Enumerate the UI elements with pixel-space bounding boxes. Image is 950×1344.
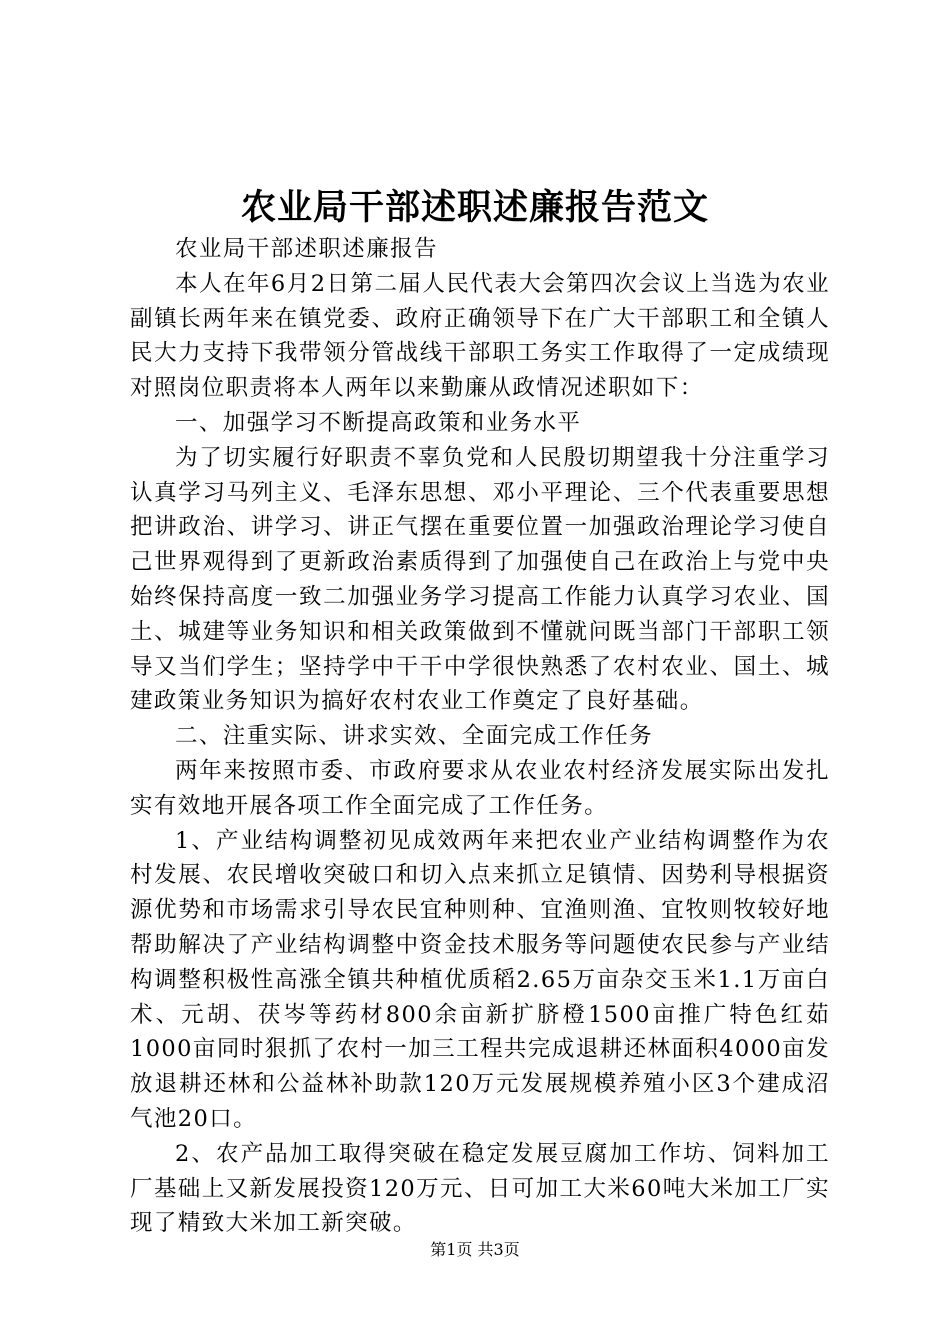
section-heading-1: 一、加强学习不断提高政策和业务水平 [175, 409, 582, 436]
item-2-paragraph: 2、农产品加工取得突破在稳定发展豆腐加工作坊、饲料加工厂基础上又新发展投资120万元、日可加工大米60吨大米加工厂实现了精致大米加工新突破。 [130, 1140, 830, 1237]
item-1-paragraph: 1、产业结构调整初见成效两年来把农业产业结构调整作为农村发展、农民增收突破口和切入点来抓立足镇情、因势利导根据资源优势和市场需求引导农民宜种则种、宜渔则渔、宜牧则牧较好地帮助解决了产业结构调整中资金技术服务等问题使农民参与产业结构调整积极性高涨全镇共种植优质稻2.65万亩杂交玉米1.1万亩白术、元胡、茯岑等药材800余亩新扩脐橙1500亩推广特色红茹1000亩同时狠抓了农村一加三工程共完成退耕还林面积4000亩发放退耕还林和公益林补助款120万元发展规模养殖小区3个建成沼气池20口。 [130, 827, 830, 1132]
document-body [130, 232, 830, 1241]
intro-paragraph: 本人在年6月2日第二届人民代表大会第四次会议上当选为农业副镇长两年来在镇党委、政府正确领导下在广大干部职工和全镇人民大力支持下我带领分管战线干部职工务实工作取得了一定成绩现对照岗位职责将本人两年以来勤廉从政情况述职如下： [130, 270, 830, 402]
section-heading-2: 二、注重实际、讲求实效、全面完成工作任务 [175, 723, 654, 750]
section-1-paragraph: 为了切实履行好职责不辜负党和人民殷切期望我十分注重学习认真学习马列主义、毛泽东思想、邓小平理论、三个代表重要思想把讲政治、讲学习、讲正气摆在重要位置一加强政治理论学习使自己世界观得到了更新政治素质得到了加强使自己在政治上与党中央始终保持高度一致二加强业务学习提高工作能力认真学习农业、国土、城建等业务知识和相关政策做到不懂就问既当部门干部职工领导又当们学生；坚持学中干干中学很快熟悉了农村农业、国土、城建政策业务知识为搞好农村农业工作奠定了良好基础。 [130, 444, 830, 715]
report-subtitle: 农业局干部述职述廉报告 [175, 236, 438, 262]
page-number-footer: 第1页 共3页 [430, 1240, 520, 1259]
section-2-intro-paragraph: 两年来按照市委、市政府要求从农业农村经济发展实际出发扎实有效地开展各项工作全面完成了工作任务。 [130, 757, 830, 819]
document-title: 农业局干部述职述廉报告范文 [240, 187, 709, 228]
